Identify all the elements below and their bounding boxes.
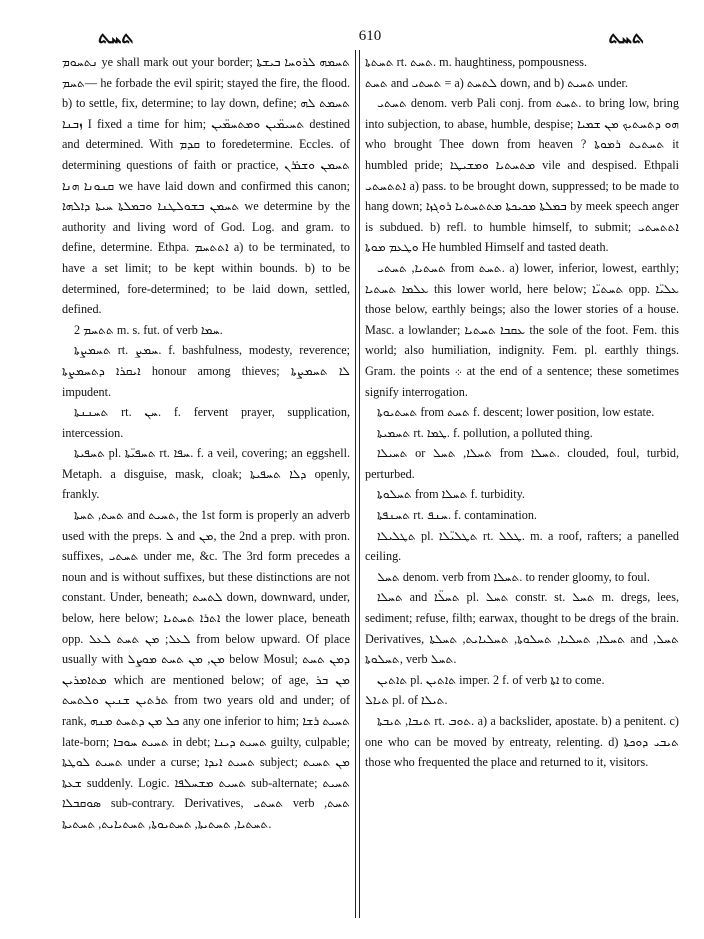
right-column: [365, 52, 679, 773]
header-right-word: ܬܚܬ: [608, 26, 644, 48]
dictionary-entry: ܬܚܠܐ and ܬܚܠ̈ܐ pl. ܬܚܠ constr. st. ܬܚܠ m. dregs, lees, sediment; refuse, filth; earwax, thought to be dregs of the brain. Derivatives, ܬܚܠܐ, ܬܚܠܝܐ, ܬܚܠܘܬܐ, ܬܚܠܝܐܝܬ, ܬܚܠܬܐ and ܬܚܠ, ܬܚܠܘܬܐ, verb ܬܚܠ.: [365, 590, 679, 667]
dictionary-entry: ܬܚܢܢܬܐ rt. ܚܢ. f. fervent prayer, supplication, intercession.: [62, 405, 351, 440]
dictionary-entry: ܬܚܡܝܬܐ rt. ܛܡܐ. f. pollution, a polluted thing.: [377, 425, 593, 440]
dictionary-entry: ܬܚܬܝ denom. verb Pali conj. from ܬܚܬ. to bring low, bring into subjection, to abase, humble, despise; ܗܘ ܕܬܚܬܝܟ ܡܢ ܫܡܝܐ who brought Thee down from heaven ? ܬܚܬܝܬ ܪܡܘܬܐ it humbled pride; ܡܬܚܬܝܐ ܘܡܫܝܛܐ vile and despised. Ethpali ܐܬܬܚܬܝ a) pass. to be brought down, suppressed; to be made to hang down; ܒܡܠܬܐ ܡܟܝܟܬܐ ܡܬܬܚܬܝܐ ܪܘܓܙܐ by meek speech anger is subdued. b) refl. to humble himself, to submit; ܐܬܬܚܬܝ ܘܛܥܡ ܡܘܬܐ He humbled Himself and tasted death.: [365, 96, 679, 255]
page-number: 610: [358, 28, 382, 44]
dictionary-entry: ܬܛܠܝܠܐ pl. ܬܛܠܝ̈ܠܐ rt. ܛܠܠ. m. a roof, rafters; a panelled ceiling.: [365, 528, 680, 564]
left-column: [62, 52, 350, 835]
dictionary-entry: ܬܐܬܝܢ pl. ܬܐܬܝܢ imper. 2 f. of verb ܐܬܐ to come.: [377, 672, 605, 687]
dictionary-entry: ܬܚܢܦܬܐ rt. ܚܢܦ. f. contamination.: [377, 508, 537, 523]
dictionary-entry: ܬܚܬ, ܬܚܬܐ and ܬܚܝܬ, the 1st form is properly an adverb used with the preps. ܠ and ܡܢ, the 2nd a prep. with pron. suffixes, ܬܚܬܝ under me, &c. The 3rd form precedes a noun and is without suffixes, but these distinctions are not constant. Under, beneath; ܠܬܚܬ down, downward, under, below, here below; ܐܬܪܐ ܬܚܬܝܐ the lower place, beneath opp. ܠܥܠ; ܡܢ ܬܚܬ ܠܥܠ from below upward. Of place usually with ܡܢ, ܡܢ ܬܚܬ ܡܘܨܠ below Mosul; ܕܡܢ ܬܚܬ ܡܬܐܡܪܝܢ which are mentioned below; of age, ܡܢ ܒܪ ܬܪܬܝܢ ܫܢܝܢ ܘܠܬܚܬ from two years old and under; of rank, ܟܠ ܡܢ ܕܬܚܬ ܡܢܗ any one inferior to him; ܬܚܝܬ ܪܫܐ late-born; ܬܚܝܬ ܚܘܒܐ in debt; ܬܚܝܬ ܕܝܢܐ guilty, culpable; ܬܚܝܬ ܠܘܛܬܐ under a curse; ܬܚܝܬ ܐܝܕܐ subject; ܡܢ ܬܚܝܬ ܫܥܬܐ suddenly. Logic. ܬܚܝܬ ܡܫܚܠܦܐ sub-alternate; ܬܚܝܬ ܣܘܩܒܠܐ sub-contrary. Derivatives, ܬܚܬܝ verb ܬܚܬ, ܬܚܬܝܐ, ܬܚܬܝܬܐ, ܬܚܬܝܘܬܐ, ܬܚܬܝܐܝܬ, ܬܚܬܝܬܐ.: [62, 508, 351, 831]
dictionary-entry: ܬܚܝܠܐ or ܬܚܠܐ, ܬܚܠ from ܬܚܠܐ. clouded, foul, turbid, perturbed.: [365, 446, 679, 481]
dictionary-entry: ܬܚܦܝܬܐ pl. ܬܚܦܝ̈ܬܐ rt. ܚܦܐ. f. a veil, covering; an eggshell. Metaph. a disguise, mask, cloak; ܕܠܐ ܬܚܦܝܬܐ openly, frankly.: [62, 446, 351, 502]
dictionary-entry: ܬܚܬܝܐ, ܬܚܬܝ from ܬܚܬ. a) lower, inferior, lowest, earthly; ܥܠܡܐ ܬܚܬܝܐ this lower world, here below; ܬܚܬܝ̈ܐ opp. ܥܠܝ̈ܐ those below, earthly beings; also the lower stories of a house. Masc. a lowlander; ܥܩܒܐ ܬܚܬܝܐ the sole of the foot. Fem. this world; also humiliation, indignity. Fem. pl. earthly things. Gram. the points ܀ at the end of a sentence; these sometimes signify interrogation.: [365, 260, 680, 399]
dictionary-entry: ܬܚܠܘܬܐ from ܬܚܠܐ f. turbidity.: [377, 487, 525, 502]
dictionary-entry: ܬܚܠ denom. verb from ܬܚܠܐ. to render gloomy, to foul.: [377, 569, 650, 584]
dictionary-entry: ܬܚܬܬܐ rt. ܬܚܬ. m. haughtiness, pompousness.: [365, 55, 588, 69]
header-left-word: ܬܚܬ: [98, 26, 134, 48]
dictionary-entry: ܬܚܬܝܘܬܐ from ܬܚܬ f. descent; lower position, low estate.: [377, 405, 655, 420]
dictionary-entry: ܬܚܬ and ܬܚܬܝ = a) ܠܬܚܬ down, and b) ܬܚܝܬ under.: [365, 75, 628, 90]
dictionary-entry: ܬܝܐܠ pl. of ܬܝܠܐ.: [365, 693, 448, 708]
dictionary-entry: ܢܬܚܘܡ ye shall mark out your border; ܬܚܡܗ ܠܪܘܚܐ ܒܝܫܬܐ—ܬܚܡ he forbade the evil spirit; stayed the fire, the flood. b) to settle, fix, determine; to lay down, define; ܬܚܡܬ ܠܗ ܙܒܢܐ I fixed a time for him; ܬܚܝܡ̈ܝܢ ܘܡܬܚܡ̈ܝܢ destined and determined. With ܩܕܡ to foredetermine. Eccles. of determining questions of faith or practice, ܬܚܡܢ ܘܫܪܪܢ ܩܢܘܢܐ ܗܢܐ we have laid down and confirmed this canon; ܬܚܡܢ ܒܫܘܠܛܢܐ ܘܒܡܠܬܐ ܚܝܬܐ ܕܐܠܗܐ we determine by the authority and living word of God. Log. and gram. to define, determine. Ethpa. ܐܬܬܚܡ a) to be terminated, to have a set limit; to be kept within bounds. b) to be determined, fore-determined; to be laid down, settled, defined.: [62, 55, 351, 317]
dictionary-entry: ܬܬܚܡ 2 m. s. fut. of verb ܚܡܐ.: [74, 322, 223, 337]
dictionary-entry: ܬܚܡܨܬܐ rt. ܚܡܨ. f. bashfulness, modesty, reverence; ܐܝܩܪܐ ܕܬܚܡܨܬܐ honour among thieves; ܠܐ ܬܚܡܨܬܐ impudent.: [62, 343, 350, 399]
page-header: [60, 26, 680, 48]
dictionary-entry: ܬܝܒܐ, ܬܝܒܬܐ rt. ܬܘܒ. a) a backslider, apostate. b) a penitent. c) one who can be moved by entreaty, relenting. d) ܬܝܒܝ ܕܘܟܬܐ those who frequented the place and returned to it, visitors.: [365, 714, 679, 770]
columns: [62, 52, 692, 932]
